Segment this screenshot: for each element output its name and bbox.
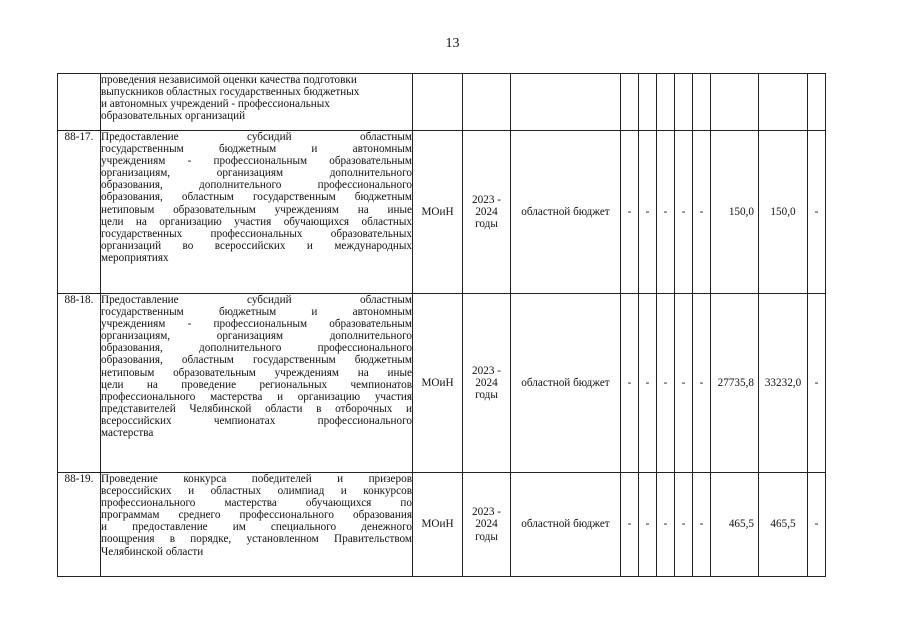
table-row <box>58 294 826 473</box>
row-description: Предоставление субсидий областным государственным бюджетным и автономным учреждениям - профессиональным образовательным организациям, организациям дополнительного образования, дополнительного профессионального образования, областным государственным бюджетным нетиповым образовательным учреждениям на иные цели на организацию участия обучающихся областных государственных профессиональных образовательных организаций во всероссийских и международных мероприятиях <box>101 131 413 294</box>
table-row <box>58 131 826 294</box>
value-2025-cell: - <box>808 294 826 473</box>
dash-cell: - <box>639 473 657 577</box>
row-number: 88-17. <box>58 131 101 294</box>
source-cell <box>511 74 621 131</box>
dash-cell <box>621 74 639 131</box>
table-row <box>58 74 826 131</box>
dash-cell: - <box>657 473 675 577</box>
source-cell: областной бюджет <box>511 131 621 294</box>
dash-cell: - <box>657 294 675 473</box>
dash-cell: - <box>639 131 657 294</box>
row-description: Предоставление субсидий областным государственным бюджетным и автономным учреждениям - профессиональным образовательным организациям, организациям дополнительного образования, дополнительного профессионального образования, областным государственным бюджетным нетиповым образовательным учреждениям на иные цели на проведение региональных чемпионатов профессионального мастерства и организацию участия представителей Челябинской области в отборочных и всероссийских чемпионатах профессионального мастерства <box>101 294 413 473</box>
dash-cell: - <box>675 294 693 473</box>
value-2025-cell <box>808 74 826 131</box>
executor-cell: МОиН <box>413 131 463 294</box>
row-number: 88-19. <box>58 473 101 577</box>
dash-cell: - <box>675 131 693 294</box>
dash-cell: - <box>621 131 639 294</box>
dash-cell: - <box>621 294 639 473</box>
value-2024-cell: 150,0 <box>759 131 808 294</box>
period-cell: 2023 - 2024 годы <box>463 131 511 294</box>
source-cell: областной бюджет <box>511 473 621 577</box>
table-row <box>58 473 826 577</box>
source-cell: областной бюджет <box>511 294 621 473</box>
budget-table <box>57 73 826 577</box>
dash-cell: - <box>693 473 711 577</box>
dash-cell: - <box>657 131 675 294</box>
value-2023-cell <box>711 74 759 131</box>
value-2023-cell: 465,5 <box>711 473 759 577</box>
row-number <box>58 74 101 131</box>
executor-cell: МОиН <box>413 294 463 473</box>
dash-cell: - <box>621 473 639 577</box>
value-2024-cell: 33232,0 <box>759 294 808 473</box>
executor-cell <box>413 74 463 131</box>
dash-cell <box>639 74 657 131</box>
dash-cell <box>657 74 675 131</box>
executor-cell: МОиН <box>413 473 463 577</box>
dash-cell: - <box>675 473 693 577</box>
value-2025-cell: - <box>808 473 826 577</box>
value-2024-cell: 465,5 <box>759 473 808 577</box>
dash-cell <box>693 74 711 131</box>
dash-cell: - <box>693 294 711 473</box>
row-description: Проведение конкурса победителей и призеров всероссийских и областных олимпиад и конкурсов профессионального мастерства обучающихся по программам среднего профессионального образования и предоставление им специального денежного поощрения в порядке, установленном Правительством Челябинской области <box>101 473 413 577</box>
value-2023-cell: 27735,8 <box>711 294 759 473</box>
period-cell <box>463 74 511 131</box>
period-cell: 2023 - 2024 годы <box>463 294 511 473</box>
value-2024-cell <box>759 74 808 131</box>
dash-cell: - <box>639 294 657 473</box>
row-number: 88-18. <box>58 294 101 473</box>
value-2025-cell: - <box>808 131 826 294</box>
dash-cell: - <box>693 131 711 294</box>
period-cell: 2023 - 2024 годы <box>463 473 511 577</box>
dash-cell <box>675 74 693 131</box>
page-number: 13 <box>445 36 460 51</box>
row-description: проведения независимой оценки качества подготовки выпускников областных государственных бюджетных и автономных учреждений - профессиональных образовательных организаций <box>101 74 413 131</box>
value-2023-cell: 150,0 <box>711 131 759 294</box>
